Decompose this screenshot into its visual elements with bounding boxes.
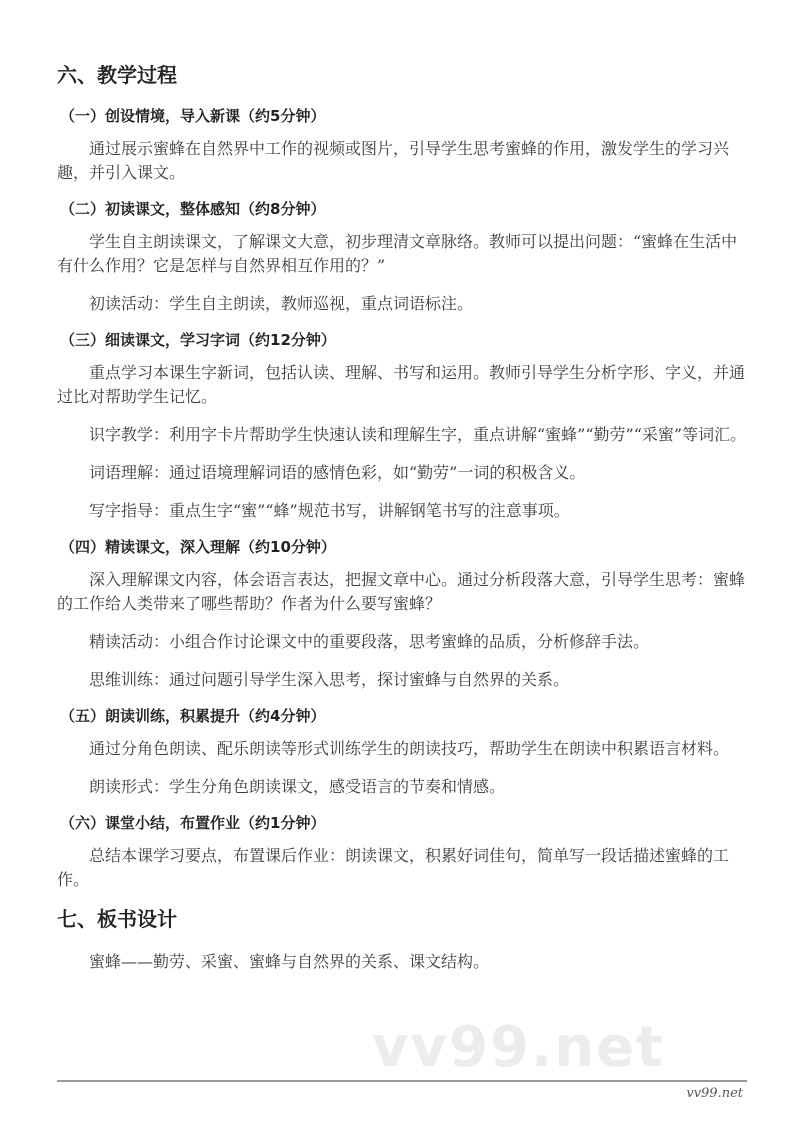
watermark: vv99.net [372,1015,665,1080]
step-heading-3: （三）细读课文，学习字词（约12分钟） [60,331,336,349]
footer-site-label: vv99.net [686,1086,743,1101]
paragraph: 深入理解课文内容，体会语言表达，把握文章中心。通过分析段落大意，引导学生思考：蜜蜂的工作给人类带来了哪些帮助？作者为什么要写蜜蜂？ [57,570,746,613]
paragraph: 朗读形式：学生分角色朗读课文，感受语言的节奏和情感。 [89,777,506,796]
paragraph: 初读活动：学生自主朗读，教师巡视，重点词语标注。 [89,294,474,313]
paragraph: 词语理解：通过语境理解词语的感情色彩，如“勤劳”一词的积极含义。 [89,463,586,482]
step-heading-2: （二）初读课文，整体感知（约8分钟） [60,200,326,218]
step-heading-4: （四）精读课文，深入理解（约10分钟） [60,538,336,556]
paragraph: 思维训练：通过问题引导学生深入思考，探讨蜜蜂与自然界的关系。 [89,670,570,689]
section-title-board-design: 七、板书设计 [57,907,177,931]
step-heading-1: （一）创设情境，导入新课（约5分钟） [60,107,326,125]
paragraph: 总结本课学习要点，布置课后作业：朗读课文，积累好词佳句，简单写一段话描述蜜蜂的工作。 [57,846,730,889]
paragraph: 精读活动：小组合作讨论课文中的重要段落，思考蜜蜂的品质，分析修辞手法。 [89,632,650,651]
paragraph: 识字教学：利用字卡片帮助学生快速认读和理解生字，重点讲解“蜜蜂”“勤劳”“采蜜”等词汇。 [89,425,747,444]
paragraph: 蜜蜂——勤劳、采蜜、蜜蜂与自然界的关系、课文结构。 [89,952,490,971]
footer-divider [57,1080,747,1082]
step-heading-5: （五）朗读训练，积累提升（约4分钟） [60,707,326,725]
paragraph: 写字指导：重点生字“蜜”“蜂”规范书写，讲解钢笔书写的注意事项。 [89,501,570,520]
paragraph: 重点学习本课生字新词，包括认读、理解、书写和运用。教师引导学生分析字形、字义，并通过比对帮助学生记忆。 [57,363,746,406]
step-heading-6: （六）课堂小结，布置作业（约1分钟） [60,814,326,832]
paragraph: 通过展示蜜蜂在自然界中工作的视频或图片，引导学生思考蜜蜂的作用，激发学生的学习兴趣，并引入课文。 [57,139,730,182]
paragraph: 通过分角色朗读、配乐朗读等形式训练学生的朗读技巧，帮助学生在朗读中积累语言材料。 [89,739,730,758]
paragraph: 学生自主朗读课文，了解课文大意，初步理清文章脉络。教师可以提出问题：“蜜蜂在生活中有什么作用？它是怎样与自然界相互作用的？” [57,232,738,275]
section-title-teaching-process: 六、教学过程 [57,63,177,87]
